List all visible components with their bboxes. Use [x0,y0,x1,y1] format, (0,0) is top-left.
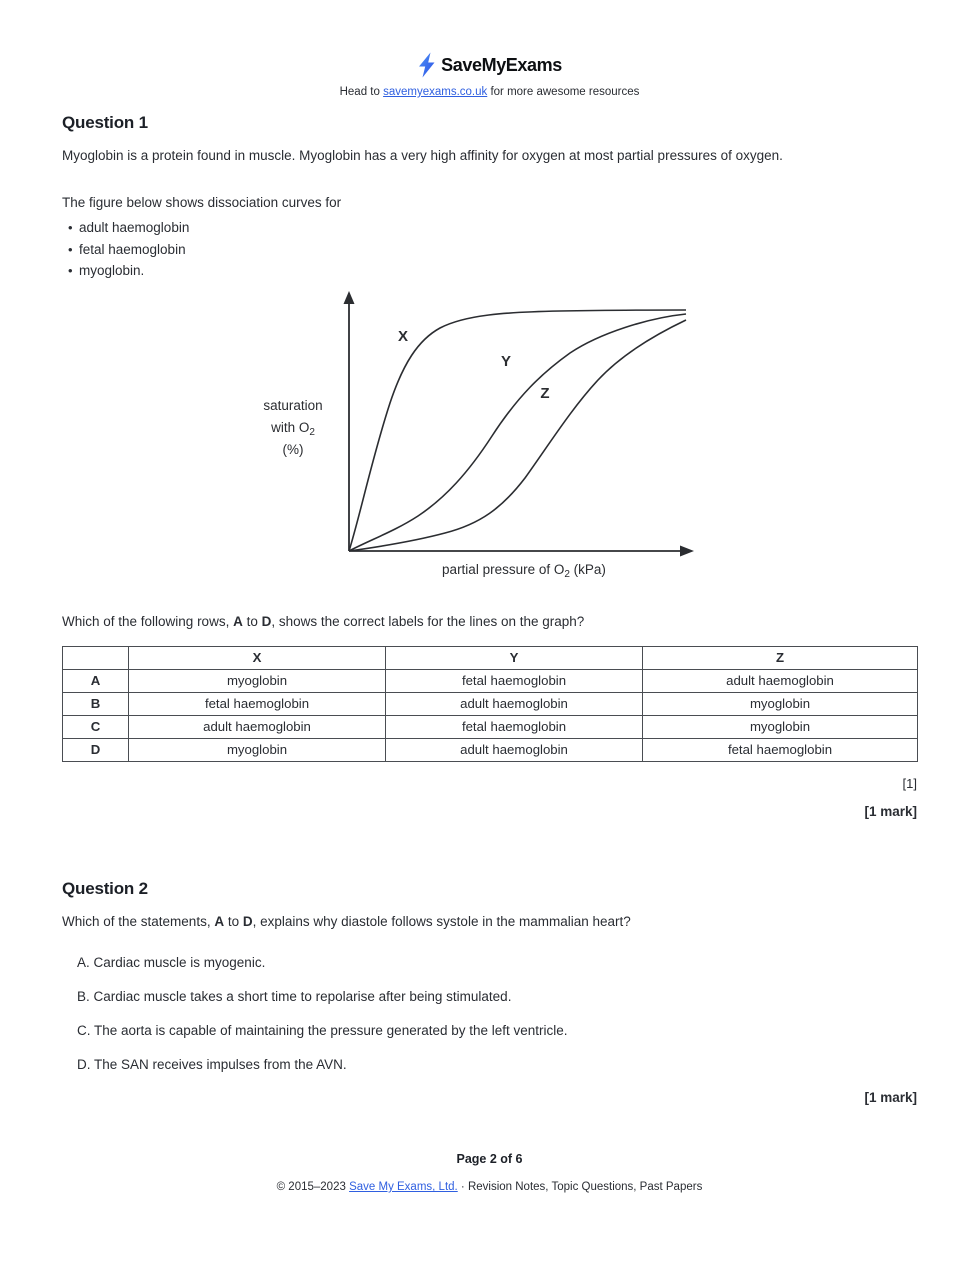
question1-marks-label: [1 mark] [864,803,917,819]
prompt-text: , explains why diastole follows systole in the mammalian heart? [252,913,631,929]
table-cell: myoglobin [643,715,918,738]
table-cell: adult haemoglobin [129,715,386,738]
table-corner-cell [63,646,129,669]
row-label: B [63,692,129,715]
table-cell: fetal haemoglobin [129,692,386,715]
prompt-text: to [242,613,262,629]
dissociation-curves-svg [250,288,710,588]
table-header-row [63,646,918,669]
table-cell: myoglobin [129,669,386,692]
table-cell: adult haemoglobin [643,669,918,692]
row-label: D [63,738,129,761]
table-row [63,669,918,692]
curve-x-label: X [397,327,409,345]
table-cell: myoglobin [129,738,386,761]
y-axis-arrow [344,291,355,304]
tagline-prefix: Head to [339,86,384,98]
prompt-bold-a: A [233,613,243,629]
table-cell: adult haemoglobin [386,692,643,715]
table-row [63,738,918,761]
prompt-text: Which of the statements, [62,913,215,929]
prompt-text: to [224,913,243,929]
figure-intro-text: The figure below shows dissociation curves for [62,195,342,210]
page-footer [0,1152,979,1193]
option-a: A. Cardiac muscle is myogenic. [77,954,266,970]
table-row [63,692,918,715]
tagline-suffix: for more awesome resources [487,86,640,98]
x-axis-arrow [680,545,694,556]
question2-prompt [62,912,917,931]
list-item: • myoglobin. [62,260,917,282]
table-row [63,715,918,738]
table-cell: fetal haemoglobin [386,715,643,738]
savemyexams-link[interactable]: savemyexams.co.uk [383,86,488,98]
header-tagline [0,86,979,98]
page-header [0,0,979,98]
curve-bullet-list [62,217,917,282]
copyright-line [0,1181,979,1193]
y-axis-label-line2: with $O_2$ [271,419,315,438]
question1-intro: Myoglobin is a protein found in muscle. Myoglobin has a very high affinity for oxygen at most partial pressures of oxygen. [62,148,783,163]
brand-logo [417,52,562,78]
prompt-bold-a: A [214,913,225,929]
option-c: C. The aorta is capable of maintaining the pressure generated by the left ventricle. [77,1022,568,1038]
question1-title: Question 1 [62,113,148,132]
prompt-text: Which of the following rows, [62,613,234,629]
column-header-x: X [129,646,386,669]
y-axis-label-line1: saturation [263,397,323,413]
list-item: • adult haemoglobin [62,217,917,239]
question2-marks-label: [1 mark] [864,1089,917,1105]
question1-marks-bracket: [1] [902,775,917,791]
list-item: • fetal haemoglobin [62,239,917,261]
curve-z [349,320,686,551]
prompt-text: , shows the correct labels for the lines on the graph? [271,613,585,629]
column-header-z: Z [643,646,918,669]
table-cell: fetal haemoglobin [643,738,918,761]
curve-z-label: Z [540,384,550,402]
prompt-bold-d: D [242,913,253,929]
x-axis-label: partial pressure of $O_2$ (kPa) [442,561,606,580]
answer-options-table [62,646,918,762]
brand-name: SaveMyExams [441,54,562,75]
table-cell: fetal haemoglobin [386,669,643,692]
prompt-bold-d: D [261,613,272,629]
curve-y-label: Y [500,352,512,370]
curve-y [349,314,686,551]
row-label: C [63,715,129,738]
curve-x [349,310,686,551]
option-d: D. The SAN receives impulses from the AVN. [77,1056,347,1072]
question1-prompt [62,612,917,631]
question2-title: Question 2 [62,878,148,898]
dissociation-curves-figure [250,288,710,588]
row-label: A [63,669,129,692]
copyright-prefix: © 2015–2023 [276,1181,350,1193]
table-cell: adult haemoglobin [386,738,643,761]
copyright-suffix: · Revision Notes, Topic Questions, Past Papers [457,1181,703,1193]
table-cell: myoglobin [643,692,918,715]
question2-options [62,954,917,1073]
column-header-y: Y [386,646,643,669]
y-axis-label-line3: (%) [282,441,304,457]
page-indicator: Page 2 of 6 [456,1152,523,1166]
savemyexams-ltd-link[interactable]: Save My Exams, Ltd. [349,1181,458,1193]
option-b: B. Cardiac muscle takes a short time to repolarise after being stimulated. [77,988,512,1004]
lightning-bolt-icon [417,52,436,78]
